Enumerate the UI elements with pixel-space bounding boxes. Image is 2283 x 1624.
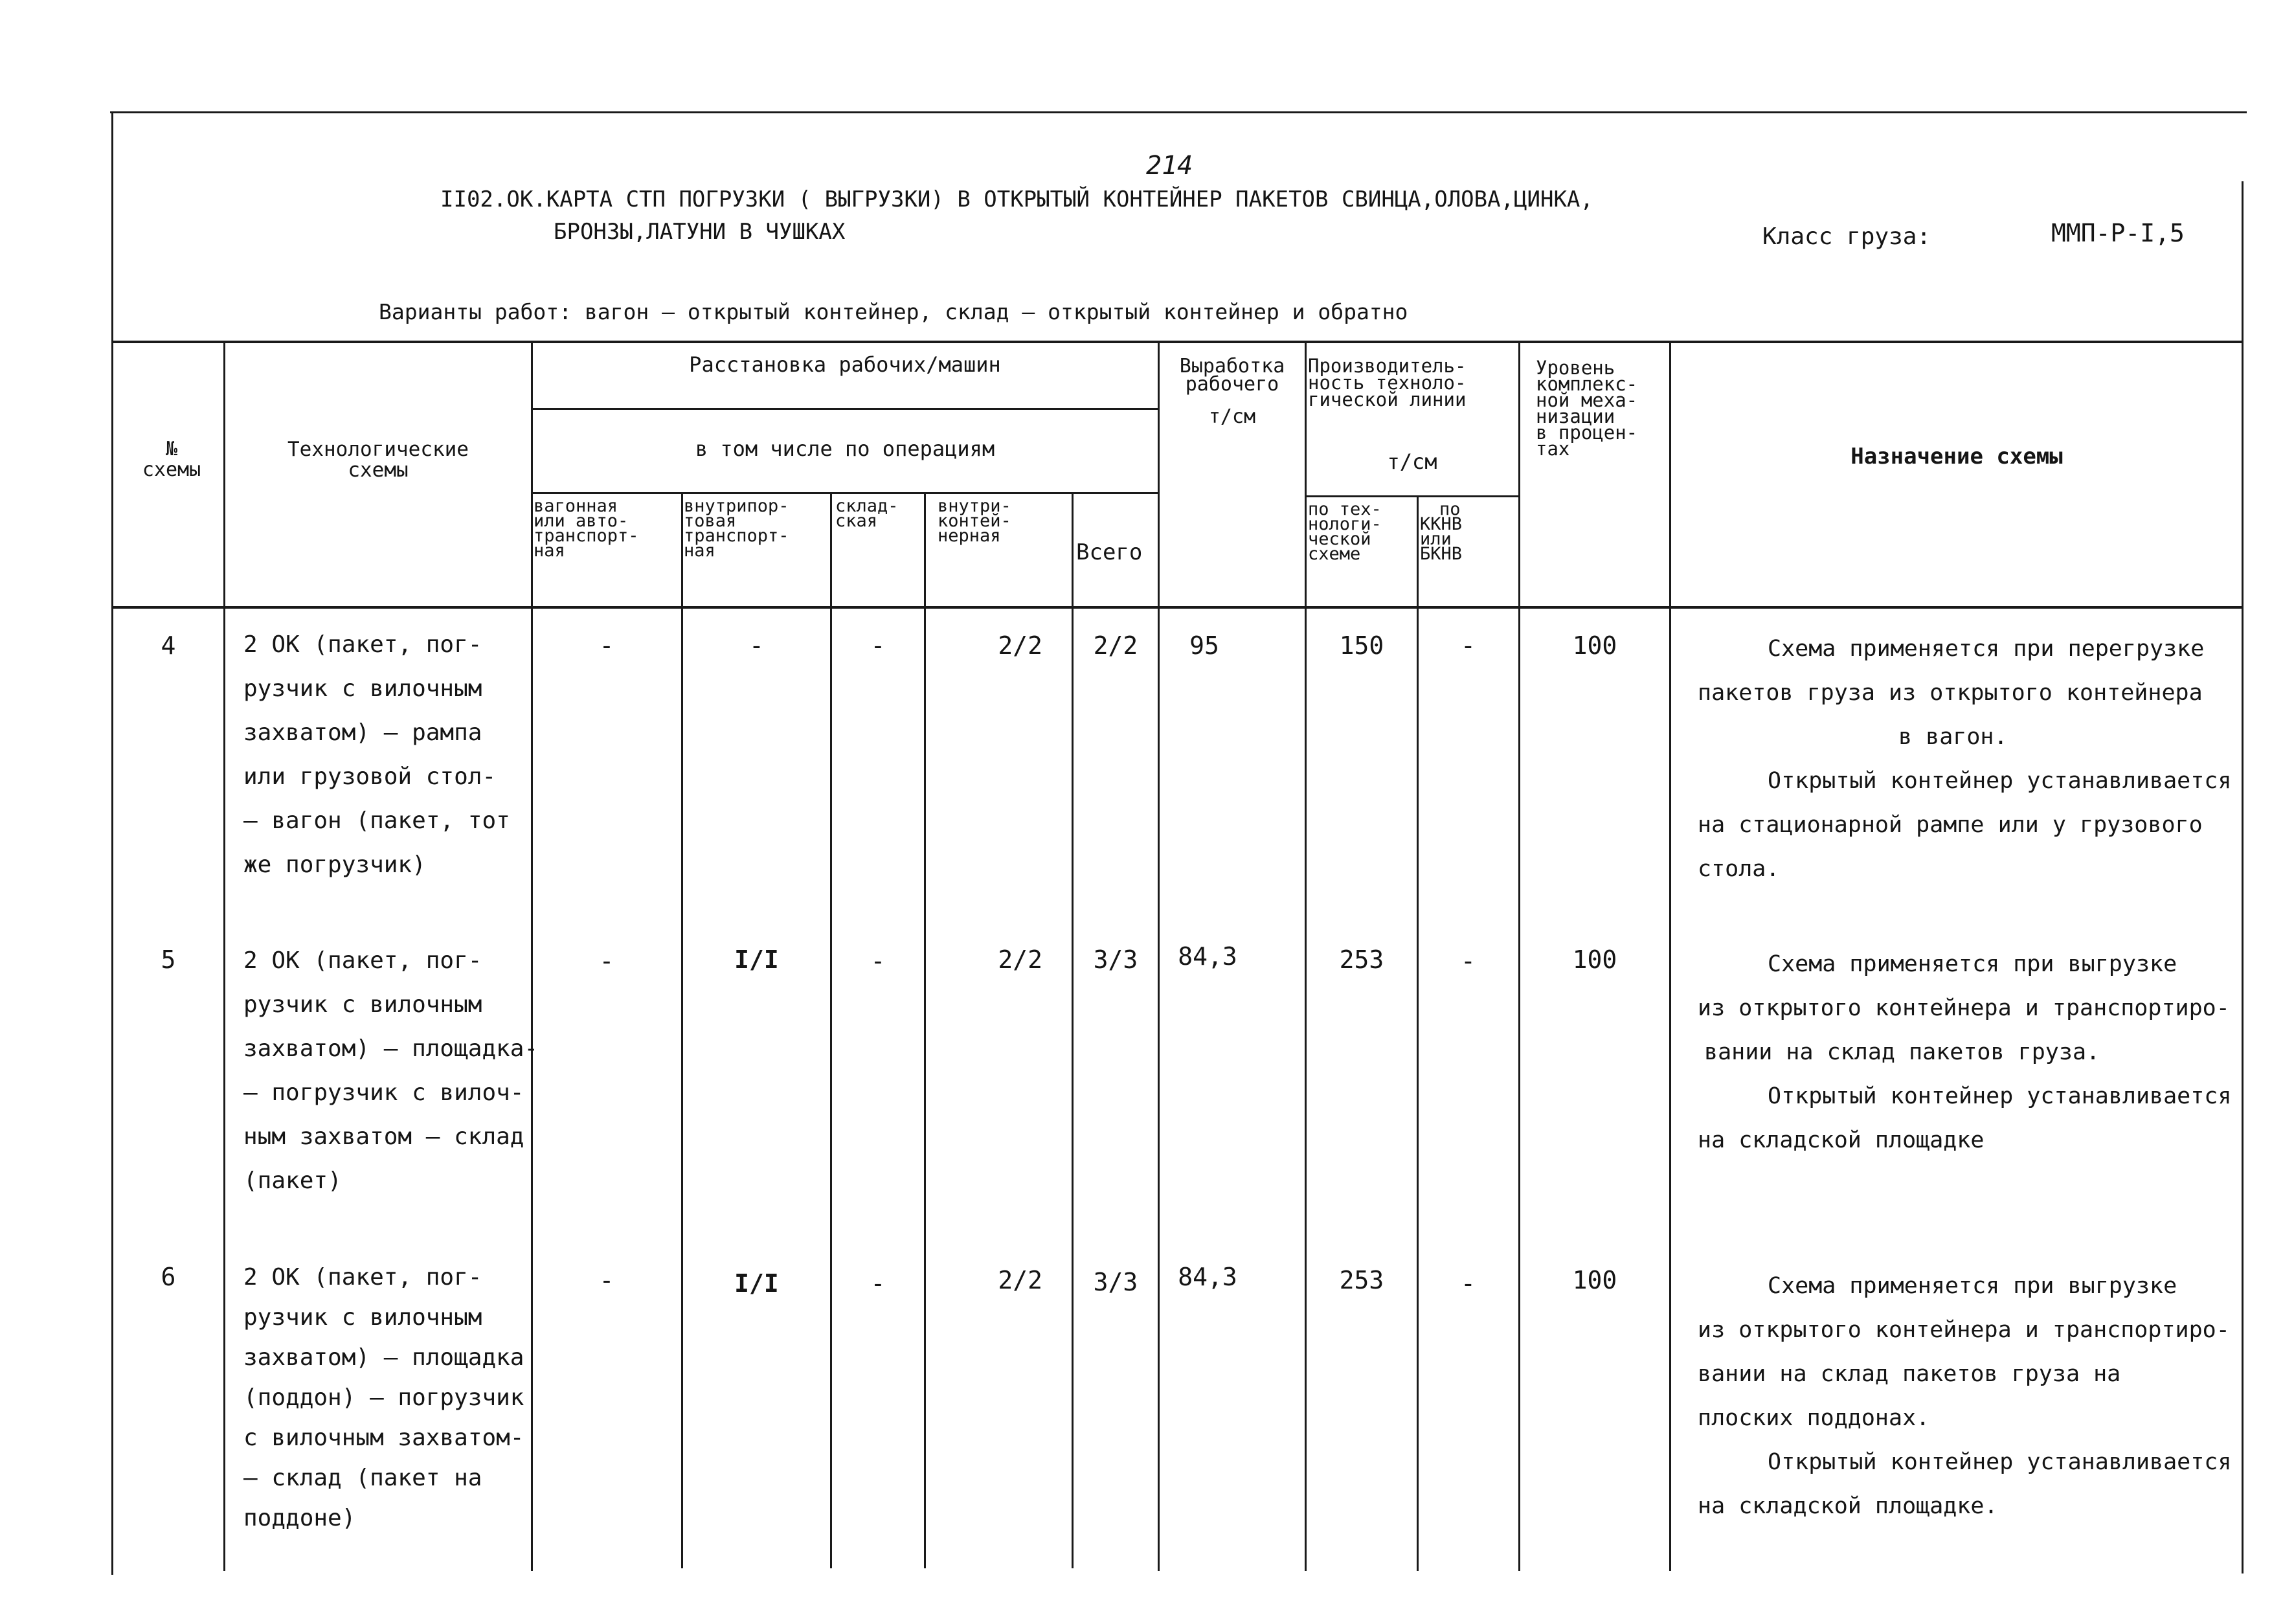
header-by-operations: в том числе по операциям [695, 436, 995, 461]
left-border [111, 111, 113, 1575]
cell-total: 2/2 [1093, 631, 1138, 660]
right-border [2242, 181, 2244, 1573]
cell-mechanization: 100 [1572, 945, 1617, 974]
header-productivity: Производитель- ность техноло- гической линии [1308, 355, 1467, 411]
row-number: 6 [161, 1263, 176, 1291]
col-divider [223, 341, 225, 1571]
cell-prod-kknv: - [1461, 631, 1476, 660]
cell-mechanization: 100 [1572, 631, 1617, 660]
cell-warehouse: - [870, 947, 886, 975]
work-variants: Варианты работ: вагон – открытый контейнер, склад – открытый контейнер и обратно [379, 299, 1408, 324]
header-op-intracontainer: внутри- контей- нерная [938, 496, 1011, 546]
cell-intraport: - [749, 631, 764, 660]
header-tech-schemes: Технологические схемы [287, 438, 469, 482]
cell-intracontainer: 2/2 [998, 631, 1042, 660]
row-purpose: Схема применяется при выгрузке из открытого контейнера и транспортиро- вании на склад пакетов груза. Открытый контейнер устанавливается на складской площадке [1698, 951, 2232, 1153]
cell-output: 95 [1189, 631, 1219, 660]
row-scheme: 2 ОК (пакет, пог- рузчик с вилочным захватом) – рампа или грузовой стол- – вагон (пакет, тот же погрузчик) [243, 631, 510, 878]
top-border [110, 111, 2247, 113]
header-worker-output: Выработка рабочего т/см [1179, 355, 1285, 428]
header-purpose: Назначение схемы [1850, 444, 2063, 469]
page-number: 214 [1146, 151, 1193, 181]
row-purpose: Схема применяется при перегрузке пакетов груза из открытого контейнера в вагон. Открытый контейнер устанавливается на стационарной рампе или у грузового стола. [1698, 636, 2232, 882]
title-line-2: БРОНЗЫ,ЛАТУНИ В ЧУШКАХ [554, 219, 846, 245]
row-scheme: 2 ОК (пакет, пог- рузчик с вилочным захватом) – площадка- – погрузчик с вилоч- ным захватом – склад (пакет) [243, 947, 539, 1194]
cell-warehouse: - [870, 631, 886, 660]
cell-prod-scheme: 150 [1339, 631, 1384, 660]
col-divider [1669, 341, 1671, 1571]
header-bottom-rule [111, 606, 2244, 609]
placement-rule [531, 408, 1159, 410]
cell-intraport: I/I [734, 1269, 779, 1298]
header-productivity-unit: т/см [1387, 449, 1437, 474]
cell-wagon: - [599, 1266, 614, 1294]
cell-prod-kknv: - [1461, 947, 1476, 975]
cell-prod-scheme: 253 [1339, 945, 1384, 974]
header-op-wagon: вагонная или авто- транспорт- ная [534, 496, 639, 561]
header-mechanization: Уровень комплекс- ной меха- низации в процен- тах [1536, 357, 1638, 460]
row-number: 5 [161, 945, 176, 974]
header-top-rule [111, 341, 2244, 343]
header-placement: Расстановка рабочих/машин [689, 352, 1001, 377]
header-prod-scheme: по тех- нологи- ческой схеме [1308, 499, 1382, 564]
cell-wagon: - [599, 631, 614, 660]
header-op-total: Всего [1076, 539, 1143, 565]
cell-mechanization: 100 [1572, 1266, 1617, 1294]
cell-prod-scheme: 253 [1339, 1266, 1384, 1294]
cargo-class-value: ММП-Р-I,5 [2051, 219, 2185, 247]
cell-wagon: - [599, 947, 614, 975]
row-purpose: Схема применяется при выгрузке из открытого контейнера и транспортиро- вании на склад пакетов груза на плоских поддонах. Открытый контейнер устанавливается на складской площадке. [1698, 1273, 2232, 1519]
cell-output: 84,3 [1178, 942, 1237, 971]
row-number: 4 [161, 631, 176, 660]
cell-total: 3/3 [1093, 1268, 1138, 1296]
cell-output: 84,3 [1178, 1263, 1237, 1291]
header-scheme-number: № схемы [142, 438, 201, 481]
productivity-rule [1305, 495, 1520, 497]
cell-total: 3/3 [1093, 945, 1138, 974]
header-prod-kknv: по ККНВ или БКНВ [1420, 499, 1463, 564]
operations-rule [531, 492, 1159, 494]
cell-warehouse: - [870, 1269, 886, 1298]
title-line-1: II02.ОК.КАРТА СТП ПОГРУЗКИ ( ВЫГРУЗКИ) В ОТКРЫТЫЙ КОНТЕЙНЕР ПАКЕТОВ СВИНЦА,ОЛОВА,ЦИНКА, [440, 186, 1593, 212]
cell-intraport: I/I [734, 945, 779, 974]
header-op-warehouse: склад- ская [835, 496, 899, 531]
row-scheme: 2 ОК (пакет, пог- рузчик с вилочным захватом) – площадка (поддон) – погрузчик с вилочным захватом- – склад (пакет на поддоне) [243, 1264, 524, 1531]
header-op-intraport: внутрипор- товая транспорт- ная [684, 496, 789, 561]
cell-intracontainer: 2/2 [998, 1266, 1042, 1294]
cargo-class-label: Класс груза: [1762, 223, 1931, 250]
cell-intracontainer: 2/2 [998, 945, 1042, 974]
cell-prod-kknv: - [1461, 1269, 1476, 1298]
